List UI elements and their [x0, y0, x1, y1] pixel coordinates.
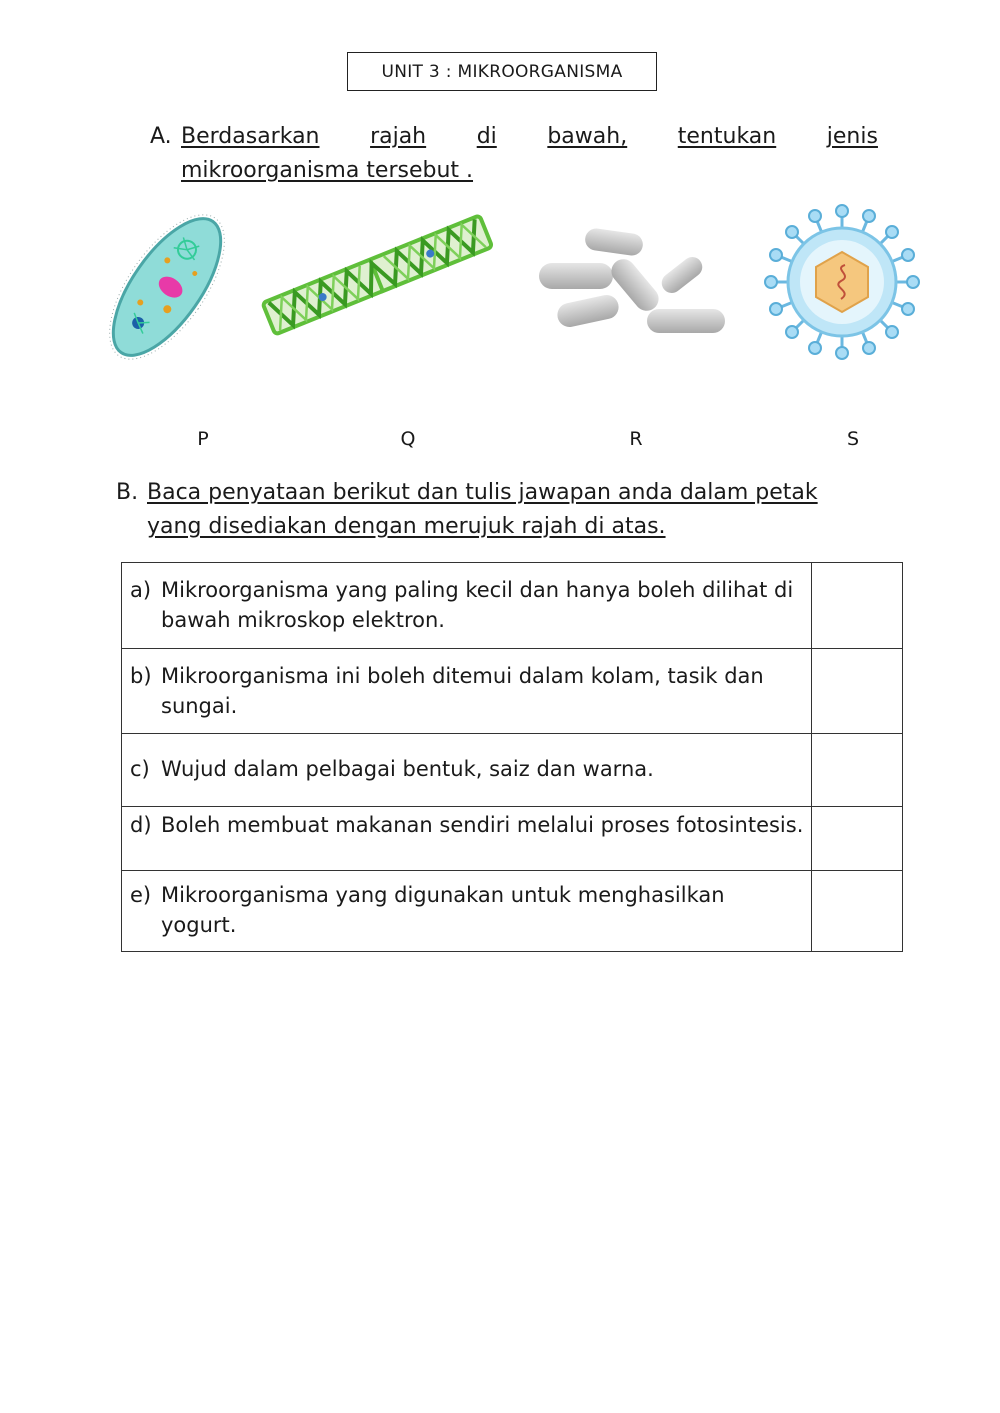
virus-icon: [763, 203, 921, 361]
question-cell: [122, 871, 812, 952]
figure-label-q: Q: [400, 428, 416, 450]
section-a-number: A.: [150, 124, 172, 149]
question-text: Mikroorganisma yang digunakan untuk menghasilkan yogurt.: [161, 883, 725, 937]
table-row: [122, 871, 903, 952]
bacteria-icon: [535, 225, 730, 335]
answer-box[interactable]: [812, 807, 903, 871]
question-letter: c): [130, 757, 150, 781]
question-letter: e): [130, 883, 152, 907]
section-a-line2: mikroorganisma tersebut .: [181, 158, 474, 183]
question-cell: [122, 649, 812, 734]
question-letter: d): [130, 813, 152, 837]
section-a-word: rajah: [370, 124, 427, 149]
answer-box[interactable]: [812, 734, 903, 807]
table-row: [122, 649, 903, 734]
answer-box[interactable]: [812, 563, 903, 649]
section-a-word: Berdasarkan: [181, 124, 320, 149]
section-b-number: B.: [116, 480, 139, 505]
answer-box[interactable]: [812, 649, 903, 734]
figure-label-r: R: [629, 428, 643, 450]
question-text: Mikroorganisma yang paling kecil dan hanya boleh dilihat di bawah mikroskop elektron.: [161, 578, 794, 632]
question-cell: [122, 734, 812, 807]
section-b-line2: yang disediakan dengan merujuk rajah di atas.: [147, 514, 666, 539]
table-row: [122, 807, 903, 871]
question-text: Boleh membuat makanan sendiri melalui proses fotosintesis.: [161, 813, 804, 837]
section-a-word: bawah,: [547, 124, 628, 149]
unit-title: UNIT 3 : MIKROORGANISMA: [347, 52, 657, 91]
question-cell: [122, 807, 812, 871]
table-row: [122, 563, 903, 649]
question-cell: [122, 563, 812, 649]
answer-box[interactable]: [812, 871, 903, 952]
question-text: Mikroorganisma ini boleh ditemui dalam kolam, tasik dan sungai.: [161, 664, 764, 718]
table-row: [122, 734, 903, 807]
spirogyra-icon: [258, 212, 496, 337]
question-letter: b): [130, 664, 152, 688]
paramecium-icon: [92, 205, 242, 370]
question-text: Wujud dalam pelbagai bentuk, saiz dan warna.: [161, 757, 654, 781]
figure-label-s: S: [846, 428, 860, 450]
question-letter: a): [130, 578, 152, 602]
section-a-word: di: [476, 124, 497, 149]
question-table: [121, 562, 903, 952]
section-a-word: jenis: [826, 124, 878, 149]
section-a-line1: [181, 120, 878, 154]
section-b-line1: Baca penyataan berikut dan tulis jawapan anda dalam petak: [147, 480, 818, 505]
section-a-word: tentukan: [677, 124, 777, 149]
figure-label-p: P: [197, 428, 209, 450]
